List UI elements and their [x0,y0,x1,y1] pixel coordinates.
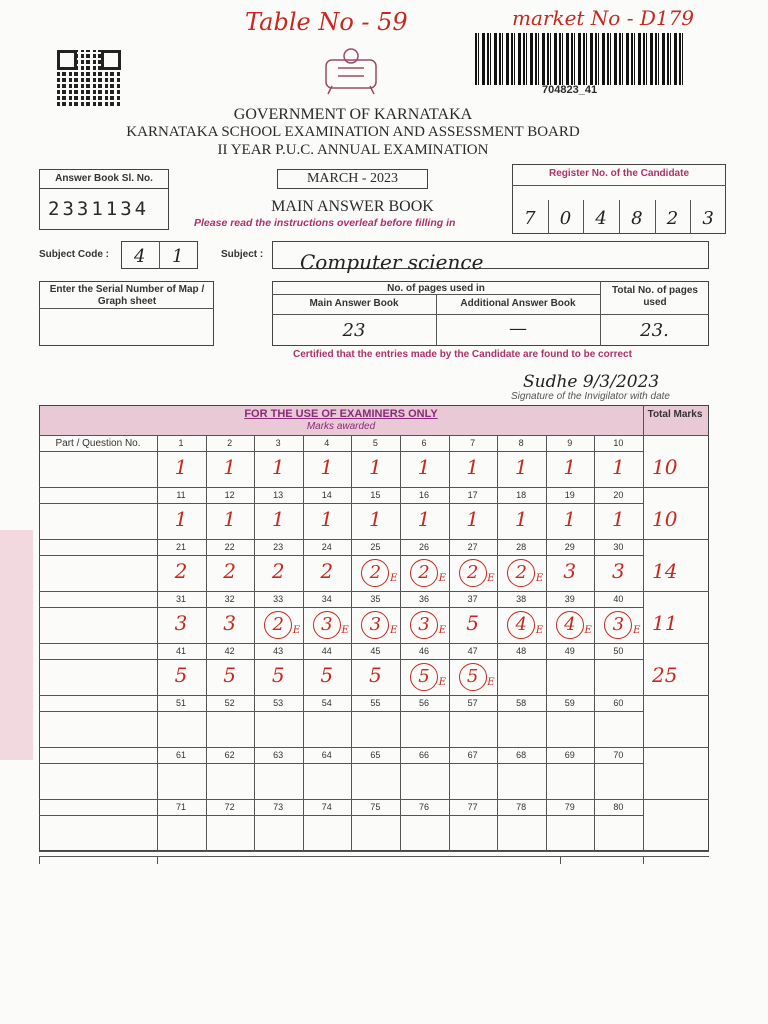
mark-awarded: 2 E [254,611,302,639]
register-digit: 7 [524,208,536,229]
subject-value: Computer science [300,250,484,274]
question-number: 25 [370,542,381,552]
subject-label: Subject : [221,249,264,260]
mark-awarded: 1 [271,507,285,531]
book-instruction: Please read the instructions overleaf before filling in [194,217,456,229]
question-number: 35 [370,594,381,604]
question-number: 17 [467,490,478,500]
mark-awarded: 3 [563,559,577,583]
question-number: 32 [224,594,235,604]
register-digit: 0 [559,208,572,229]
mark-awarded: 5 [174,663,188,687]
examiners-heading: FOR THE USE OF EXAMINERS ONLY [244,408,438,420]
question-number: 37 [467,594,478,604]
question-number: 73 [273,802,284,812]
row-total-marks: 10 [652,507,678,531]
mark-awarded: 2 [223,559,236,583]
additional-answer-book-label: Additional Answer Book [460,298,576,309]
certified-note: Certified that the entries made by the Candidate are found to be correct [293,349,632,360]
mark-awarded: 5 [271,663,285,687]
question-number: 75 [370,802,381,812]
title-line-3: II YEAR P.U.C. ANNUAL EXAMINATION [217,142,489,158]
mark-awarded: 3 E [303,611,351,639]
main-pages-value: 23 [342,320,366,341]
mark-awarded: 1 [514,507,528,531]
register-digit: 4 [595,208,607,229]
question-number: 43 [273,646,284,656]
question-number: 47 [467,646,478,656]
question-number: 14 [321,490,332,500]
register-digit: 8 [631,208,643,229]
question-number: 13 [273,490,284,500]
question-number: 56 [418,698,429,708]
subject-code-digit-2: 1 [172,246,184,267]
question-number: 45 [370,646,381,656]
question-number: 2 [227,438,233,448]
barcode-number: 704823_41 [542,84,598,96]
question-number: 21 [175,542,186,552]
question-number: 20 [613,490,624,500]
question-number: 67 [467,750,478,760]
row-total-marks: 11 [652,611,678,635]
question-number: 49 [564,646,575,656]
register-digit: 2 [666,208,679,229]
mark-awarded: 2 E [400,559,448,587]
question-number: 41 [175,646,186,656]
question-number: 66 [418,750,429,760]
mark-awarded: 1 [612,507,625,531]
question-number: 1 [178,438,184,448]
question-number: 51 [175,698,186,708]
mark-awarded: 5 [369,663,382,687]
question-number: 18 [516,490,527,500]
mark-awarded: 1 [466,455,479,479]
total-pages-value: 23. [640,320,669,341]
question-number: 9 [567,438,573,448]
question-number: 71 [175,802,186,812]
exam-session: MARCH - 2023 [306,171,398,186]
question-number: 15 [370,490,381,500]
row-total-marks: 25 [652,663,678,687]
total-marks-label: Total Marks [647,409,703,420]
question-number: 34 [321,594,332,604]
mark-awarded: 1 [320,455,334,479]
mark-awarded: 5 E [449,663,497,691]
mark-awarded: 1 [223,507,236,531]
register-label: Register No. of the Candidate [548,168,689,179]
mark-awarded: 2 E [497,559,545,587]
question-number: 62 [224,750,235,760]
part-question-label: Part / Question No. [55,438,141,449]
question-number: 46 [418,646,429,656]
question-number: 44 [321,646,332,656]
state-emblem-icon [318,46,384,96]
mark-awarded: 3 [612,559,625,583]
question-number: 78 [516,802,527,812]
question-number: 38 [516,594,527,604]
mark-awarded: 2 [320,559,334,583]
title-line-1: GOVERNMENT OF KARNATAKA [233,106,473,123]
mark-awarded: 1 [174,507,188,531]
mark-awarded: 4 E [546,611,594,639]
question-number: 64 [321,750,332,760]
mark-awarded: 1 [369,507,382,531]
mark-awarded: 3 [223,611,236,635]
pages-label: No. of pages used in [387,283,485,294]
question-number: 63 [273,750,284,760]
total-pages-label: Total No. of pages used [612,285,698,308]
question-number: 68 [516,750,527,760]
mark-awarded: 5 E [400,663,448,691]
question-number: 76 [418,802,429,812]
question-number: 4 [324,438,330,448]
question-number: 19 [564,490,575,500]
question-number: 70 [613,750,624,760]
question-number: 16 [418,490,429,500]
title-line-2: KARNATAKA SCHOOL EXAMINATION AND ASSESSMENT BOARD [126,124,580,140]
mark-awarded: 1 [320,507,334,531]
answer-book-number: 2331134 [48,198,150,220]
question-number: 40 [613,594,624,604]
mark-awarded: 1 [563,507,577,531]
question-number: 5 [372,438,378,448]
mark-awarded: 1 [174,455,188,479]
question-number: 61 [175,750,186,760]
mark-awarded: 3 E [594,611,642,639]
main-answer-book-label: Main Answer Book [309,298,399,309]
subject-code-digit-1: 4 [134,246,146,267]
question-number: 60 [613,698,624,708]
question-number: 79 [564,802,575,812]
mark-awarded: 1 [271,455,285,479]
question-number: 24 [321,542,332,552]
question-number: 55 [370,698,381,708]
mark-awarded: 1 [369,455,382,479]
question-number: 59 [564,698,575,708]
mark-awarded: 3 E [351,611,399,639]
examiners-subheading: Marks awarded [306,421,376,432]
mark-awarded: 1 [514,455,528,479]
question-number: 74 [321,802,332,812]
question-number: 65 [370,750,381,760]
mark-awarded: 1 [466,507,479,531]
question-number: 7 [470,438,476,448]
question-number: 31 [175,594,186,604]
question-number: 29 [564,542,575,552]
margin-strip [0,530,33,760]
question-number: 80 [613,802,624,812]
question-number: 48 [516,646,527,656]
mark-awarded: 2 [174,559,188,583]
register-digit: 3 [702,208,714,229]
question-number: 69 [564,750,575,760]
mark-awarded: 3 E [400,611,448,639]
additional-pages-value: — [509,318,527,339]
question-number: 10 [613,438,624,448]
invigilator-signature: Sudhe 9/3/2023 [523,372,660,392]
barcode [475,33,683,85]
mark-awarded: 2 E [449,559,497,587]
mark-awarded: 1 [563,455,577,479]
mark-awarded: 2 E [351,559,399,587]
mark-awarded: 5 [466,611,479,635]
question-number: 33 [273,594,284,604]
question-number: 23 [273,542,284,552]
mark-awarded: 3 [174,611,188,635]
mark-awarded: 4 E [497,611,545,639]
invigilator-label: Signature of the Invigilator with date [511,391,670,402]
book-title: MAIN ANSWER BOOK [271,198,434,215]
qr-code [57,50,121,106]
question-number: 27 [467,542,478,552]
answer-book-label: Answer Book Sl. No. [55,173,153,184]
serial-label: Enter the Serial Number of Map / Graph sheet [49,284,205,307]
question-number: 26 [418,542,429,552]
subject-code-label: Subject Code : [39,249,110,260]
question-number: 11 [176,490,186,500]
question-number: 50 [613,646,624,656]
row-total-marks: 10 [652,455,678,479]
question-number: 36 [418,594,429,604]
question-number: 8 [518,438,524,448]
mark-awarded: 1 [417,507,431,531]
row-total-marks: 14 [652,559,678,583]
question-number: 42 [224,646,235,656]
question-number: 72 [224,802,235,812]
question-number: 53 [273,698,284,708]
question-number: 6 [421,438,427,448]
mark-awarded: 1 [417,455,431,479]
question-number: 39 [564,594,575,604]
mark-awarded: 1 [612,455,625,479]
mark-awarded: 2 [271,559,285,583]
table-number-handwriting: Table No - 59 [245,8,408,36]
market-number-handwriting: market No - D179 [512,6,695,30]
mark-awarded: 1 [223,455,236,479]
question-number: 57 [467,698,478,708]
mark-awarded: 5 [320,663,334,687]
question-number: 22 [224,542,235,552]
question-number: 28 [516,542,527,552]
question-number: 58 [516,698,527,708]
question-number: 12 [224,490,235,500]
question-number: 30 [613,542,624,552]
question-number: 3 [275,438,281,448]
question-number: 52 [224,698,235,708]
question-number: 77 [467,802,478,812]
question-number: 54 [321,698,332,708]
mark-awarded: 5 [223,663,236,687]
